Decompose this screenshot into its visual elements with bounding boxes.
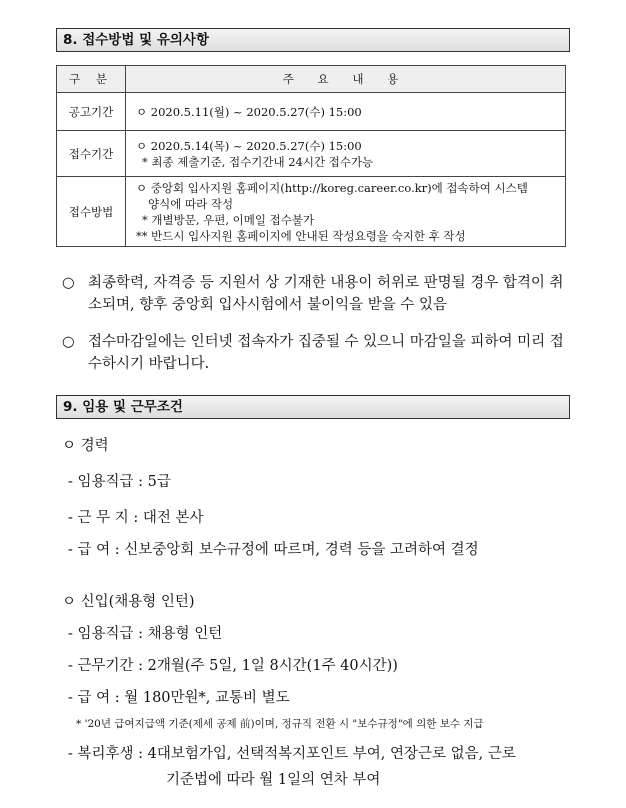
col-content: 주 요 내 용 <box>126 66 566 93</box>
row-label-notice-period: 공고기간 <box>57 93 126 131</box>
table-row <box>57 177 566 247</box>
section-8-header: 8. 접수방법 및 유의사항 <box>56 28 570 52</box>
table-row <box>57 93 566 131</box>
row-content-application-method <box>126 177 566 247</box>
row-content-notice-period <box>126 93 566 131</box>
newhire-period: - 근무기간 : 2개월(주 5일, 1일 8시간(1주 40시간)) <box>68 658 398 674</box>
section-9-header: 9. 임용 및 근무조건 <box>56 395 570 419</box>
newhire-title: ㅇ 신입(채용형 인턴) <box>62 594 195 610</box>
notice-text: 접수마감일에는 인터넷 접속자가 집중될 수 있으니 마감일을 피하여 미리 접수하시기 바랍니다. <box>88 334 564 372</box>
career-title: ㅇ 경력 <box>62 438 109 454</box>
salary-footnote: * '20년 급여지급액 기준(제세 공제 前)이며, 정규직 전환 시 "보수규정"에 의한 보수 지급 <box>76 718 484 730</box>
notice-1 <box>62 272 574 316</box>
welfare-line-2: 기준법에 따라 월 1일의 연차 부여 <box>166 772 381 788</box>
career-salary: - 급 여 : 신보중앙회 보수규정에 따르며, 경력 등을 고려하여 결정 <box>68 542 479 558</box>
table-header-row <box>57 66 566 93</box>
row-label-application-period: 접수기간 <box>57 131 126 177</box>
welfare-line-1: - 복리후생 : 4대보험가입, 선택적복지포인트 부여, 연장근로 없음, 근로 <box>68 746 516 762</box>
circle-bullet-icon: ○ <box>62 275 75 291</box>
circle-bullet-icon: ○ <box>62 334 75 350</box>
application-info-table <box>56 65 566 247</box>
content-line: ㅇ 2020.5.14(목) ~ 2020.5.27(수) 15:00 <box>136 138 362 153</box>
content-line: ㅇ 중앙회 입사지원 홈페이지(http://koreg.career.co.kr)에 접속하여 시스템 <box>136 180 528 195</box>
table-row <box>57 131 566 177</box>
newhire-grade: - 임용직급 : 채용형 인턴 <box>68 626 223 642</box>
content-line: ㅇ 2020.5.11(월) ~ 2020.5.27(수) 15:00 <box>136 104 362 119</box>
newhire-salary: - 급 여 : 월 180만원*, 교통비 별도 <box>68 690 290 706</box>
notice-2 <box>62 331 574 375</box>
content-line: ** 반드시 입사지원 홈페이지에 안내된 작성요령을 숙지한 후 작성 <box>136 228 466 243</box>
content-line: * 개별방문, 우편, 이메일 접수불가 <box>142 212 315 227</box>
content-line: 양식에 따라 작성 <box>148 196 234 211</box>
career-location: - 근 무 지 : 대전 본사 <box>68 510 204 526</box>
content-line: * 최종 제출기준, 접수기간내 24시간 접수가능 <box>142 154 374 169</box>
career-grade: - 임용직급 : 5급 <box>68 474 171 490</box>
row-label-application-method: 접수방법 <box>57 177 126 247</box>
row-content-application-period <box>126 131 566 177</box>
notice-text: 최종학력, 자격증 등 지원서 상 기재한 내용이 허위로 판명될 경우 합격이 취소되며, 향후 중앙회 입사시험에서 불이익을 받을 수 있음 <box>88 275 564 313</box>
col-category: 구 분 <box>57 66 126 93</box>
